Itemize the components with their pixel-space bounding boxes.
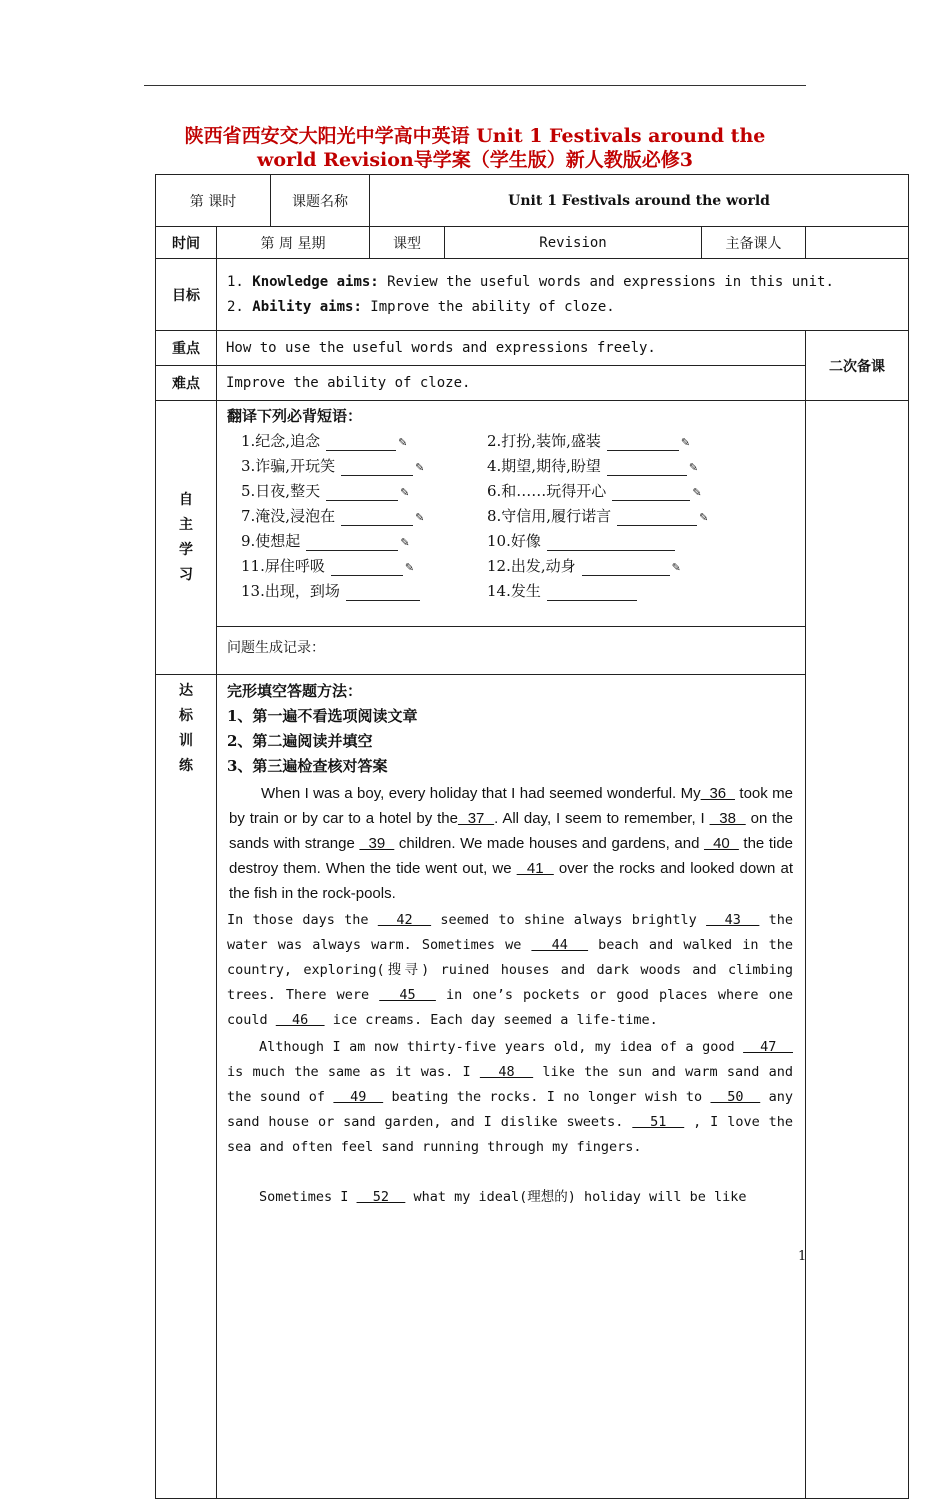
- teacher-label: 主备课人: [702, 227, 806, 259]
- cloze-paragraph-1: When I was a boy, every holiday that I had seemed wonderful. My 36 took me by train or by car to a hotel by the 37 . All day, I seem to remember, I 38 on the sands with strange 39 children. We made houses and gardens, and 40 the tide destroy them. When the tide went out, we 41 over the rocks and looked down at the fish in the rock-pools.: [229, 785, 794, 902]
- difficulty-label: 难点: [156, 366, 217, 401]
- phrases-heading: 翻译下列必背短语：: [227, 407, 363, 425]
- aims-content: [217, 259, 909, 331]
- step-item: 2、第二遍阅读并填空: [227, 732, 373, 750]
- aims-label: 目标: [156, 259, 217, 331]
- type-label: 课型: [370, 227, 445, 259]
- aims-row: [156, 259, 909, 331]
- phrase-item: 8.守信用,履行诺言 ✎: [487, 507, 709, 525]
- question-record-row: [156, 627, 909, 675]
- phrase-item: 13.出现，到场: [241, 580, 487, 602]
- practice-content: [217, 675, 806, 1499]
- document-title: 陕西省西安交大阳光中学高中英语 Unit 1 Festivals around the world Revision导学案（学生版）新人教版必修3: [184, 125, 766, 171]
- key-point-text: How to use the useful words and expressions freely.: [217, 331, 806, 366]
- method-title: 完形填空答题方法：: [227, 682, 363, 700]
- question-record-label: 问题生成记录：: [217, 627, 806, 675]
- lesson-label: 第 课时: [156, 175, 271, 227]
- difficulty-row: [156, 366, 909, 401]
- cloze-paragraph-4: Sometimes I 52 what my ideal(理想的) holiday will be like: [259, 1189, 747, 1205]
- type-value: Revision: [445, 227, 702, 259]
- phrase-item: 14.发生: [487, 580, 767, 602]
- topic-label: 课题名称: [271, 175, 370, 227]
- unit-title: Unit 1 Festivals around the world: [370, 175, 909, 227]
- difficulty-text: Improve the ability of cloze.: [217, 366, 806, 401]
- practice-row: [156, 675, 909, 1499]
- phrase-item: 10.好像: [487, 530, 767, 552]
- phrase-item: 6.和……玩得开心 ✎: [487, 482, 702, 500]
- phrase-item: 3.诈骗,开玩笑 ✎: [241, 457, 425, 475]
- second-prep-column: [806, 401, 909, 1499]
- time-label: 时间: [156, 227, 217, 259]
- step-item: 1、第一遍不看选项阅读文章: [227, 707, 418, 725]
- step-item: 3、第三遍检查核对答案: [227, 757, 388, 775]
- page-number: 1: [798, 1249, 807, 1264]
- phrase-list: [241, 430, 805, 602]
- header-rule: [144, 85, 806, 86]
- phrase-item: 9.使想起 ✎: [241, 532, 410, 550]
- aim-item: 1. Knowledge aims: Review the useful words and expressions in this unit.: [227, 273, 834, 290]
- second-prep-note: 二次备课: [806, 331, 909, 401]
- key-point-label: 重点: [156, 331, 217, 366]
- practice-label: 达 标 训 练: [156, 675, 217, 1499]
- phrase-item: 12.出发,动身 ✎: [487, 557, 681, 575]
- phrase-item: 7.淹没,浸泡在 ✎: [241, 507, 425, 525]
- phrase-item: 5.日夜,整天 ✎: [241, 482, 410, 500]
- week-label: 第 周 星期: [217, 227, 370, 259]
- teacher-value: [806, 227, 909, 259]
- phrase-item: 4.期望,期待,盼望 ✎: [487, 457, 699, 475]
- phrase-item: 1.纪念,追念 ✎: [241, 432, 408, 450]
- time-row: [156, 227, 909, 259]
- aim-item: 2. Ability aims: Improve the ability of cloze.: [227, 298, 615, 315]
- header-row: [156, 175, 909, 227]
- self-study-row: [156, 401, 909, 627]
- phrases-cell: [217, 401, 806, 627]
- phrase-item: 2.打扮,装饰,盛装 ✎: [487, 432, 691, 450]
- phrase-item: 11.屏住呼吸 ✎: [241, 557, 415, 575]
- key-point-row: [156, 331, 909, 366]
- cloze-paragraph-2: In those days the 42 seemed to shine always brightly 43 the water was always warm. Sometimes we 44 beach and walked in the country, exploring(搜寻) ruined houses and dark woods and climbing trees. There were 45 in one’s pockets or good places where one could 46 ice creams. Each day seemed a life-time.: [227, 912, 794, 1028]
- lesson-plan-table: [155, 174, 909, 1499]
- self-study-label: 自 主 学 习: [156, 401, 217, 675]
- cloze-paragraph-3: Although I am now thirty-five years old, my idea of a good 47 is much the same as it was. I 48 like the sun and warm sand and the sound of 49 beating the rocks. I no longer wish to 50 any sand house or sand garden, and I dislike sweets. 51 , I love the sea and often feel sand running through my fingers.: [227, 1039, 793, 1155]
